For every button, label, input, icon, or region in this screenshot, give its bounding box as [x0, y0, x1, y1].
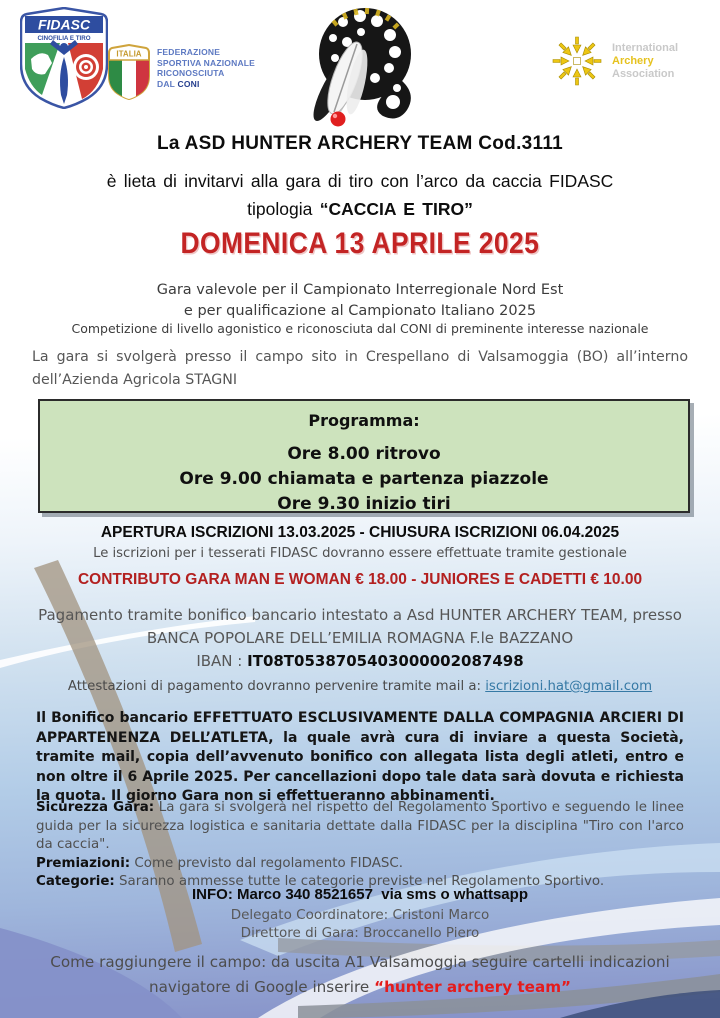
- program-item: Ore 9.00 chiamata e partenza piazzole: [179, 469, 549, 489]
- iban-label: IBAN :: [196, 652, 248, 670]
- iaa-text-line: Archery: [612, 54, 654, 67]
- invite-text: [0, 167, 720, 223]
- coni-federation-logo: [108, 44, 255, 102]
- payment-line-2: BANCA POPOLARE DELL’EMILIA ROMAGNA F.le BAZZANO: [146, 629, 574, 647]
- highlighted-team-name: “hunter archery team”: [374, 978, 572, 996]
- iaa-arrows-icon: [550, 32, 604, 90]
- coordinator-line: [0, 907, 720, 923]
- iaa-text-line: International: [612, 41, 679, 54]
- safety-label: Sicurezza Gara:: [36, 800, 155, 815]
- rules-block: [36, 799, 684, 892]
- director-label: Direttore di Gara:: [240, 925, 359, 941]
- email-link[interactable]: iscrizioni.hat@gmail.com: [485, 679, 653, 694]
- coni-text-block: [157, 44, 255, 89]
- coordinator-label: Delegato Coordinatore:: [230, 907, 389, 923]
- program-box: [38, 399, 690, 513]
- coordinator-name: Cristoni Marco: [388, 907, 490, 923]
- safety-rule: Sicurezza Gara: La gara si svolgerà nel rispetto del Regolamento Sportivo e seguendo le linee guida per la sicurezza logistica e sanitaria dettate dalla FIDASC per la disciplina "Tiro con l'arco da caccia".: [36, 800, 684, 852]
- invite-line-1: è lieta di invitarvi alla gara di tiro con l’arco da caccia FIDASC: [106, 171, 614, 191]
- iban-line: [0, 650, 720, 673]
- team-title: La ASD HUNTER ARCHERY TEAM Cod.3111: [156, 133, 564, 154]
- championship-line-1: Gara valevole per il Campionato Interregionale Nord Est: [156, 282, 564, 298]
- directions-block: [0, 950, 720, 1000]
- coni-text-line: RICONOSCIUTA: [157, 68, 225, 78]
- registration-note: Le iscrizioni per i tesserati FIDASC dovranno essere effettuate tramite gestionale: [93, 546, 627, 561]
- program-item: Ore 8.00 ritrovo: [287, 444, 441, 464]
- red-ball-icon: [331, 112, 346, 127]
- event-date: DOMENICA 13 APRILE 2025: [180, 227, 540, 260]
- fidasc-target-icon: [73, 54, 99, 80]
- coni-text-line: DAL CONI: [157, 78, 200, 89]
- championship-block: [0, 280, 720, 321]
- location-paragraph: La gara si svolgerà presso il campo sito in Crespellano di Valsamoggia (BO) all’interno dell’Azienda Agricola STAGNI: [32, 349, 688, 388]
- coni-text-line: FEDERAZIONE: [157, 47, 221, 57]
- italia-shield-icon: [108, 44, 150, 102]
- transfer-terms-paragraph: Il Bonifico bancario EFFETTUATO ESCLUSIVAMENTE DALLA COMPAGNIA ARCIERI DI APPARTENENZA DELL’ATLETA, la quale avrà cura di inviare a questa Società, tramite mail, copia dell’avvenuto bonifico con allegata lista degli atleti, entro e non oltre il 6 Aprile 2025. Per cancellazioni dopo tale data sarà dovuta e richiesta la quota. Il giorno Gara non si effettueranno abbinamenti.: [36, 710, 684, 804]
- attestation-line: Attestazioni di pagamento dovranno pervenire tramite mail a: iscrizioni.hat@gmail.com: [67, 679, 653, 694]
- international-archery-association-logo: [550, 32, 678, 90]
- awards-rule: Premiazioni: Come previsto dal regolamento FIDASC.: [36, 855, 403, 871]
- info-contact: INFO: Marco 340 8521657 via sms o whattsapp: [192, 886, 528, 903]
- iaa-text-block: [612, 42, 678, 81]
- director-line: [0, 925, 720, 941]
- fidasc-title: FIDASC: [37, 16, 91, 33]
- payment-line-1: Pagamento tramite bonifico bancario intestato a Asd HUNTER ARCHERY TEAM, presso: [38, 606, 682, 624]
- director-name: Broccanello Piero: [358, 925, 480, 941]
- fidasc-logo: [20, 7, 108, 109]
- directions-line-2: navigatore di Google inserire “hunter archery team”: [148, 978, 572, 996]
- categories-label: Categorie:: [36, 874, 115, 889]
- registration-dates: APERTURA ISCRIZIONI 13.03.2025 - CHIUSURA ISCRIZIONI 06.04.2025: [100, 524, 620, 541]
- event-type: “CACCIA E TIRO”: [319, 199, 473, 219]
- program-item: Ore 9.30 inizio tiri: [277, 494, 451, 514]
- iaa-text-line: Association: [612, 67, 675, 80]
- categories-rule: Categorie: Saranno ammesse tutte le categorie previste nel Regolamento Sportivo.: [36, 874, 605, 889]
- hunter-archery-team-logo: [303, 2, 421, 130]
- entry-fees: CONTRIBUTO GARA MAN E WOMAN € 18.00 - JUNIORES E CADETTI € 10.00: [77, 571, 643, 588]
- iban-value: IT08T0538705403000002087498: [247, 652, 524, 670]
- program-title: Programma:: [308, 411, 420, 430]
- championship-line-2: e per qualificazione al Campionato Italiano 2025: [183, 302, 537, 319]
- program-items: [40, 442, 688, 517]
- invite-line-2: tipologia “CACCIA E TIRO”: [247, 199, 473, 219]
- awards-label: Premiazioni:: [36, 855, 131, 871]
- payment-block: [0, 604, 720, 673]
- directions-line-1: Come raggiungere il campo: da uscita A1 Valsamoggia seguire cartelli indicazioni: [50, 953, 670, 971]
- coni-text-line: SPORTIVA NAZIONALE: [157, 57, 256, 68]
- fidasc-tagline: CINOFILIA E TIRO: [37, 35, 91, 42]
- championship-note: Competizione di livello agonistico e riconosciuta dal CONI di preminente interesse nazionale: [71, 321, 649, 336]
- italia-shield-label: ITALIA: [116, 49, 142, 59]
